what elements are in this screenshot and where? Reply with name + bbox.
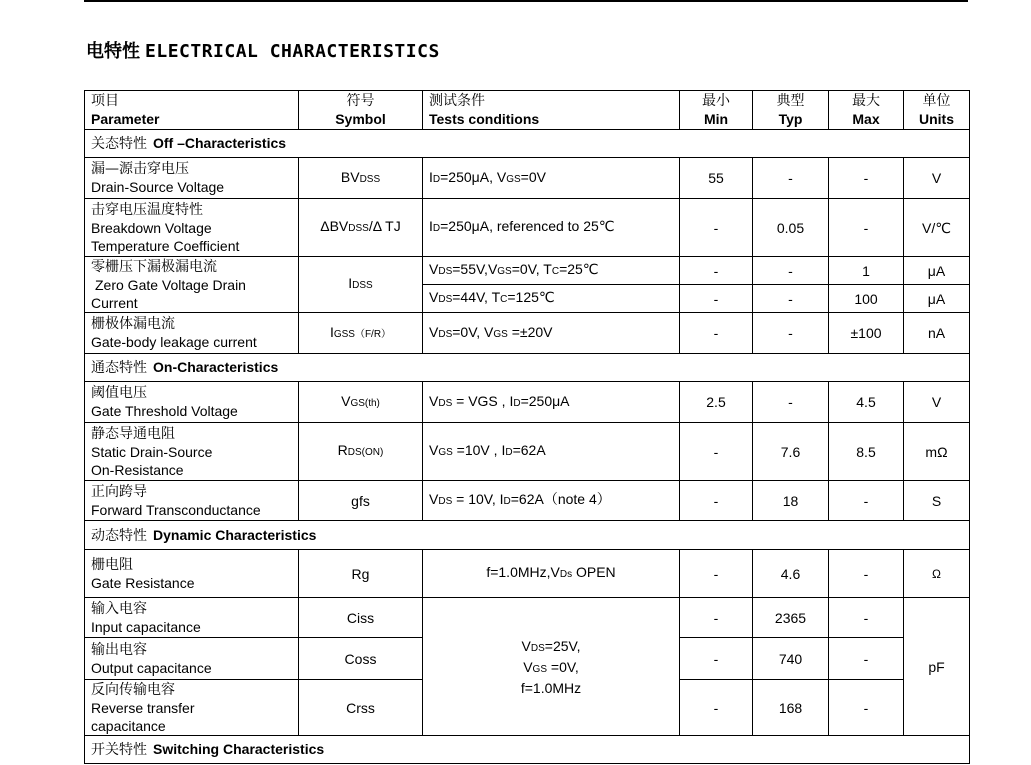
table-row-gfs: 正向跨导 Forward Transconductance gfs VDS = 10V, ID=62A（note 4） - 18 - S xyxy=(85,481,970,521)
table-row-rg: 栅电阻 Gate Resistance Rg f=1.0MHz,VDs OPEN - 4.6 - Ω xyxy=(85,550,970,598)
title-cn: 电特性 xyxy=(86,41,140,62)
table-row-crss: 反向传输电容 Reverse transfer capacitance Crss - 168 - xyxy=(85,680,970,736)
header-parameter: 项目 Parameter xyxy=(85,91,299,130)
capacitance-conditions: VDS=25V, VGS =0V, f=1.0MHz xyxy=(423,598,680,736)
table-row-igss: 栅极体漏电流 Gate-body leakage current IGSS（F/R） VDS=0V, VGS =±20V - - ±100 nA xyxy=(85,313,970,354)
header-units: 单位 Units xyxy=(904,91,970,130)
section-off: 关态特性 Off –Characteristics xyxy=(85,130,970,158)
table-row-ciss: 输入电容 Input capacitance Ciss VDS=25V, VGS =0V, f=1.0MHz - 2365 - pF xyxy=(85,598,970,638)
table-header-row xyxy=(85,91,970,130)
title-en: ELECTRICAL CHARACTERISTICS xyxy=(145,41,440,62)
table-row-temp-coefficient: 击穿电压温度特性 Breakdown Voltage Temperature Coefficient ΔBVDSS/Δ TJ ID=250μA, referenced to 25℃ - 0.05 - V/℃ xyxy=(85,199,970,257)
table-row-idss-2: VDS=44V, TC=125℃ - - 100 μA xyxy=(85,285,970,313)
section-on: 通态特性 On-Characteristics xyxy=(85,354,970,382)
table-row-idss-1: 零栅压下漏极漏电流 Zero Gate Voltage Drain Current IDSS VDS=55V,VGS=0V, TC=25℃ - - 1 μA xyxy=(85,257,970,285)
table-row-vgs-th: 阈值电压 Gate Threshold Voltage VGS(th) VDS = VGS , ID=250μA 2.5 - 4.5 V xyxy=(85,382,970,423)
header-min: 最小 Min xyxy=(680,91,753,130)
capacitance-unit: pF xyxy=(904,598,970,736)
header-symbol: 符号 Symbol xyxy=(299,91,423,130)
header-max: 最大 Max xyxy=(829,91,904,130)
table-row-coss: 输出电容 Output capacitance Coss - 740 - xyxy=(85,638,970,680)
section-dynamic: 动态特性 Dynamic Characteristics xyxy=(85,521,970,550)
table-row-bvdss: 漏—源击穿电压 Drain-Source Voltage BVDSS ID=250μA, VGS=0V 55 - - V xyxy=(85,158,970,199)
electrical-characteristics-table xyxy=(84,90,970,764)
table-row-rds-on: 静态导通电阻 Static Drain-Source On-Resistance RDS(ON) VGS =10V , ID=62A - 7.6 8.5 mΩ xyxy=(85,423,970,481)
top-rule xyxy=(84,0,968,2)
header-conditions: 测试条件 Tests conditions xyxy=(423,91,680,130)
header-typ: 典型 Typ xyxy=(753,91,829,130)
section-switching: 开关特性 Switching Characteristics xyxy=(85,736,970,764)
page-title xyxy=(86,37,440,63)
